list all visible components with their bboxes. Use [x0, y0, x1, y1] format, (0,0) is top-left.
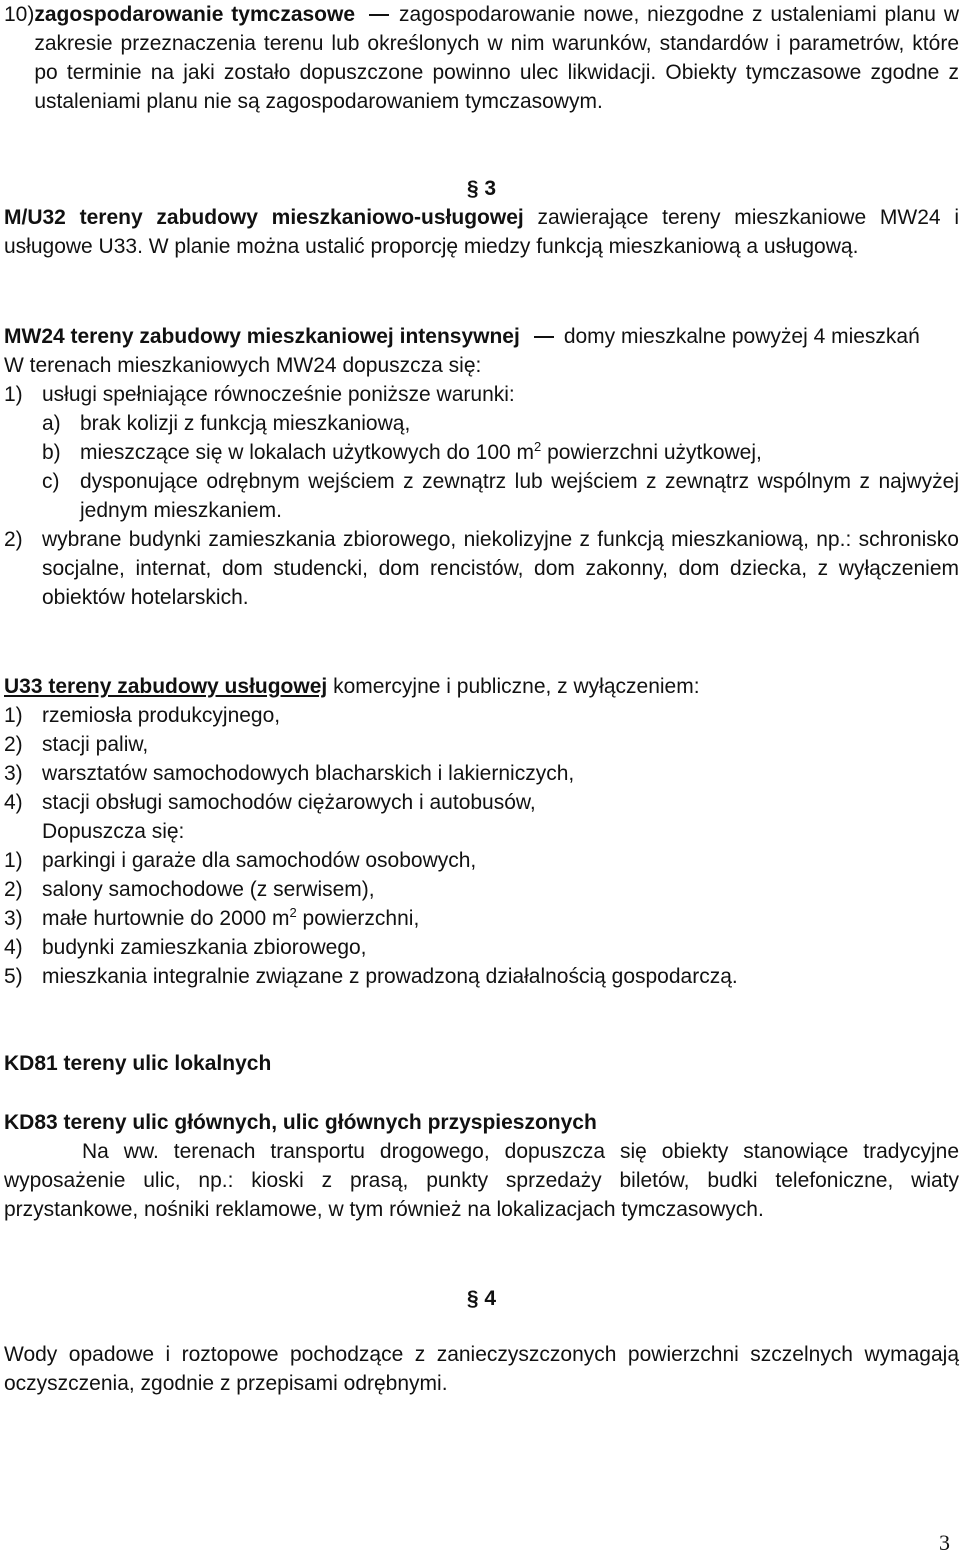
list-item: 1) parkingi i garaże dla samochodów osobowych,: [4, 849, 477, 872]
kd83-block: [4, 1108, 959, 1224]
section-mark: § 3: [466, 177, 497, 200]
list-item: 4) stacji obsługi samochodów ciężarowych i autobusów,: [4, 791, 536, 814]
list-item: 2) stacji paliw,: [4, 733, 149, 756]
u33-title: U33 tereny zabudowy usługowej: [4, 675, 328, 698]
section-3: [4, 174, 959, 261]
list-item: 5) mieszkania integralnie związane z prowadzoną działalnością gospodarczą.: [4, 965, 738, 988]
dash-icon: [369, 14, 389, 16]
list-item: 3) małe hurtownie do 2000 $m^2$ powierzchni,: [4, 905, 420, 930]
list-item: 4) budynki zamieszkania zbiorowego,: [4, 936, 367, 959]
sub-item: a) brak kolizji z funkcją mieszkaniową,: [42, 412, 411, 435]
allowed-label: Dopuszcza się:: [42, 820, 185, 843]
section-4: [4, 1284, 959, 1398]
section-mark: § 4: [466, 1287, 497, 1310]
kd83-text: Na ww. terenach transportu drogowego, dopuszcza się obiekty stanowiące tradycyjne wyposażenie ulic, np.: kioski z prasą, punkty sprzedaży biletów, budki telefoniczne, wiaty przystankowe, nośniki reklamowe, w tym również na lokalizacjach tymczasowych.: [4, 1140, 959, 1221]
u33-heading: [4, 672, 959, 701]
u33-desc: komercyjne i publiczne, z wyłączeniem:: [327, 675, 700, 698]
list-item: 2) salony samochodowe (z serwisem),: [4, 878, 375, 901]
sub-item: b) mieszczące się w lokalach użytkowych do 100 $m^2$ powierzchni użytkowej,: [42, 439, 762, 464]
page-number: 3: [939, 1530, 950, 1555]
mw24-block: [4, 322, 959, 612]
section-3-title: M/U32 tereny zabudowy mieszkaniowo-usługowej: [4, 206, 524, 229]
u33-block: [4, 672, 959, 991]
section-3-body: zawierające tereny mieszkaniowe MW24 i usługowe U33. W planie można ustalić proporcję miedzy funkcją mieszkaniową a usługową.: [4, 206, 959, 258]
list-item: 2) wybrane budynki zamieszkania zbiorowego, niekolizyjne z funkcją mieszkaniową, np.: schronisko socjalne, internat, dom studencki, dom rencistów, dom zakonny, dom dziecka, z wyłączeniem obiektów hotelarskich.: [4, 528, 959, 609]
list-item: 1) rzemiosła produkcyjnego,: [4, 704, 281, 727]
item-number: 10): [4, 3, 35, 26]
definition-text: [34, 0, 959, 116]
mw24-desc: domy mieszkalne powyżej 4 mieszkań: [563, 325, 920, 348]
mw24-intro: W terenach mieszkaniowych MW24 dopuszcza się:: [4, 354, 482, 377]
section-3-text: [4, 203, 959, 261]
kd83-title: KD83 tereny ulic głównych, ulic głównych przyspieszonych: [4, 1111, 597, 1134]
list-item: 1) usługi spełniające równocześnie poniższe warunki:: [4, 383, 515, 406]
section-4-text: Wody opadowe i roztopowe pochodzące z zanieczyszczonych powierzchni szczelnych wymagają oczyszczenia, zgodnie z przepisami odrębnymi.: [4, 1343, 959, 1395]
sub-item: c) dysponujące odrębnym wejściem z zewnątrz lub wejściem z zewnątrz wspólnym z najwyżej jednym mieszkaniem.: [42, 470, 959, 522]
list-item: 3) warsztatów samochodowych blacharskich i lakierniczych,: [4, 762, 575, 785]
mw24-title: MW24 tereny zabudowy mieszkaniowej intensywnej: [4, 325, 520, 348]
definition-body: zagospodarowanie nowe, niezgodne z ustaleniami planu w zakresie przeznaczenia terenu lub określonych w nim warunków, standardów i parametrów, które po terminie na jaki zostało dopuszczone powinno ulec likwidacji. Obiekty tymczasowe zgodne z ustaleniami planu nie są zagospodarowaniem tymczasowym.: [34, 3, 960, 113]
definition-term: zagospodarowanie tymczasowe: [34, 3, 356, 26]
kd81-title: KD81 tereny ulic lokalnych: [4, 1052, 272, 1075]
dash-icon: [534, 336, 554, 338]
definition-10: [4, 0, 959, 116]
mw24-heading: [4, 322, 959, 351]
